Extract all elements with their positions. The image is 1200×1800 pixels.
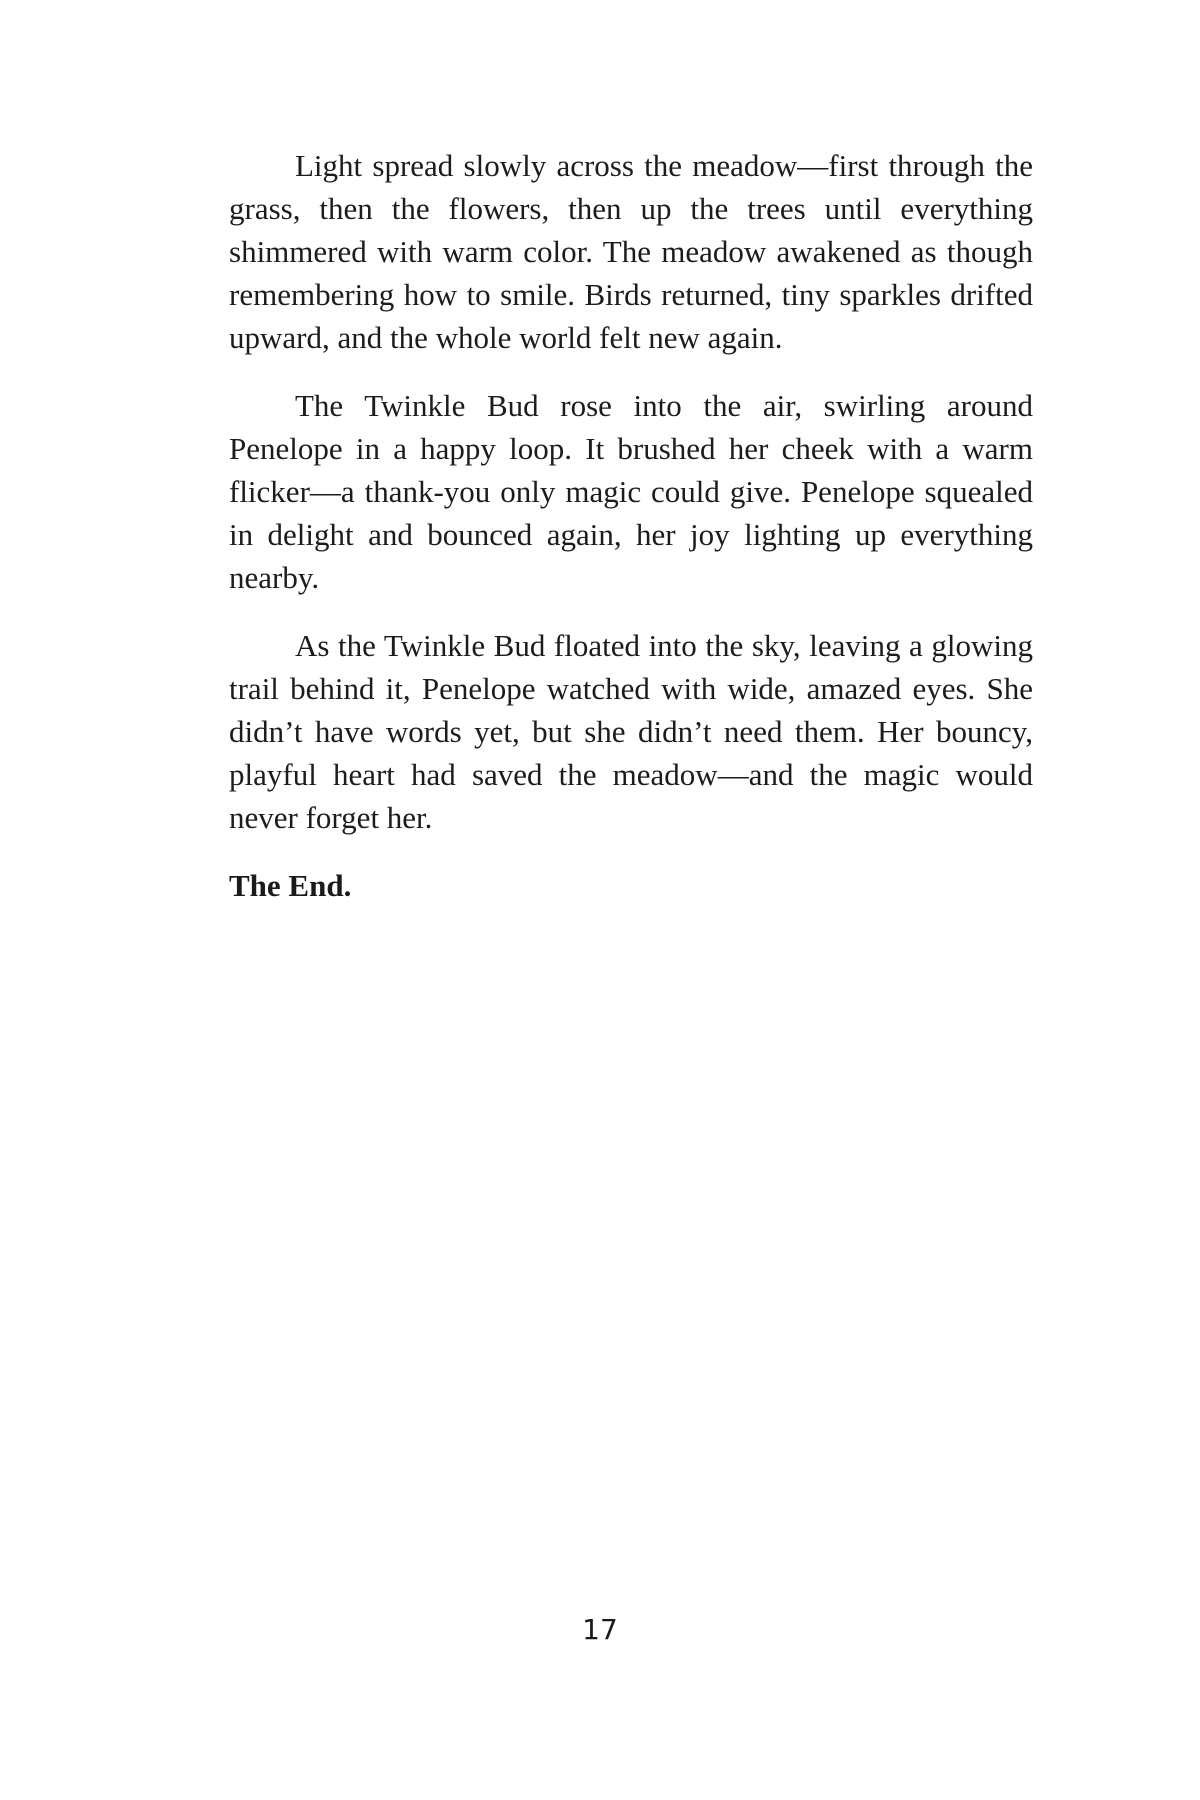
page-number: 17 — [582, 1613, 618, 1646]
story-text — [229, 144, 1033, 907]
paragraph-2: The Twinkle Bud rose into the air, swirling around Penelope in a happy loop. It brushed her cheek with a warm flicker—a thank-you only magic could give. Penelope squealed in delight and bounced again, her joy lighting up everything nearby. — [229, 388, 1033, 595]
paragraph-1: Light spread slowly across the meadow—first through the grass, then the flowers, then up the trees until everything shimmered with warm color. The meadow awakened as though remembering how to smile. Birds returned, tiny sparkles drifted upward, and the whole world felt new again. — [229, 148, 1033, 355]
the-end-heading: The End. — [229, 868, 352, 903]
paragraph-3: As the Twinkle Bud floated into the sky, leaving a glowing trail behind it, Penelope watched with wide, amazed eyes. She didn’t have words yet, but she didn’t need them. Her bouncy, playful heart had saved the meadow—and the magic would never forget her. — [229, 628, 1033, 835]
